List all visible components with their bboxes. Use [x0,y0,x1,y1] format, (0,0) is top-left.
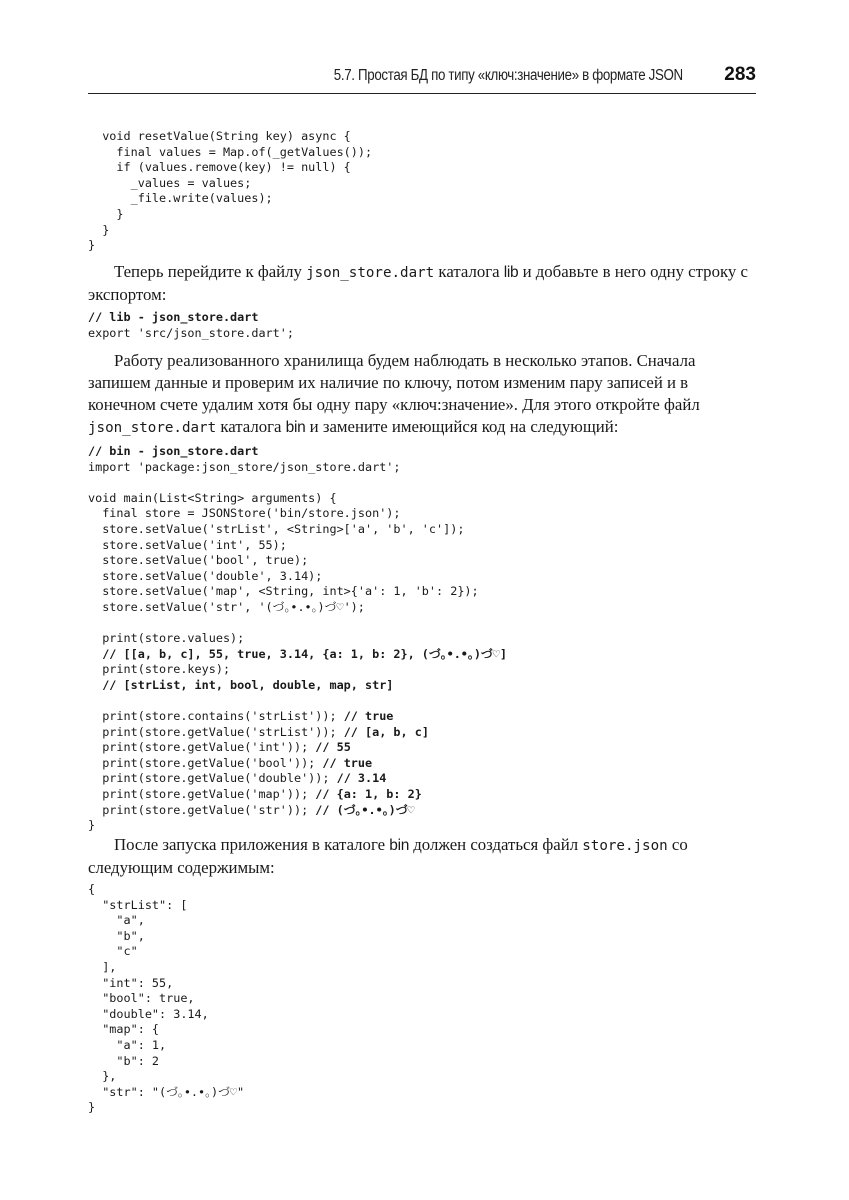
code-output-comment: // 55 [315,740,351,755]
code-line: "int": 55, [88,975,174,990]
code-line: "a": 1, [88,1037,167,1052]
code-line: } [88,222,110,237]
code-line: if (values.remove(key) != null) { [88,160,351,175]
code-line: import 'package:json_store/json_store.dart'; [88,459,401,474]
inline-directory-name: bin [285,419,306,436]
code-line: "str": "(づ｡•.•｡)づ♡" [88,1084,245,1099]
code-line: store.setValue('str', '(づ｡•.•｡)づ♡'); [88,599,365,614]
paragraph-store-json-result: После запуска приложения в каталоге bin должен создаться файл store.json со следующим содержимым: [88,835,688,877]
code-output-comment: // (づ｡•.•｡)づ♡ [315,802,415,817]
code-line: } [88,818,96,833]
code-line: } [88,238,96,253]
code-output-comment: // [[a, b, c], 55, true, 3.14, {a: 1, b: 2}, (づ｡•.•｡)づ♡] [88,646,507,661]
code-line: store.setValue('map', <String, int>{'a': 1, 'b': 2}); [88,584,479,599]
inline-code-filename: json_store.dart [88,420,217,436]
code-line: "b", [88,928,145,943]
running-header-title: 5.7. Простая БД по типу «ключ:значение» в формате JSON [334,67,683,84]
code-line: } [88,1100,96,1115]
paragraph-export-instruction: Теперь перейдите к файлу json_store.dart каталога lib и добавьте в него одну строку с экспортом: [88,262,748,304]
code-block-reset-value [88,129,372,254]
code-line: "bool": true, [88,991,195,1006]
code-line: "c" [88,944,138,959]
code-line: print(store.getValue('map')); [88,787,316,802]
code-block-bin-main [88,444,507,834]
code-line: }, [88,1069,117,1084]
running-header [88,63,756,94]
code-line: store.setValue('strList', <String>['a', 'b', 'c']); [88,521,465,536]
code-output-comment: // true [322,755,373,770]
code-line: "map": { [88,1022,160,1037]
code-line: } [88,206,124,221]
code-line: ], [88,959,117,974]
code-line: print(store.getValue('double')); [88,771,337,786]
code-line: store.setValue('bool', true); [88,553,309,568]
code-line: print(store.getValue('int')); [88,740,316,755]
code-line: _values = values; [88,175,252,190]
page-number: 283 [724,64,756,85]
code-line: store.setValue('int', 55); [88,537,287,552]
code-output-comment: // true [343,709,394,724]
code-file-comment: // lib - json_store.dart [88,310,259,324]
code-line: print(store.keys); [88,662,231,677]
code-line: print(store.getValue('strList')); [88,724,344,739]
code-output-comment: // 3.14 [336,771,387,786]
code-output-comment: // [a, b, c] [343,724,429,739]
code-output-comment: // {a: 1, b: 2} [315,787,422,802]
code-block-lib-export [88,310,294,341]
inline-code-filename: json_store.dart [306,265,435,281]
code-line: print(store.getValue('bool')); [88,755,323,770]
code-line: _file.write(values); [88,191,273,206]
code-line: export 'src/json_store.dart'; [88,325,294,340]
code-line: void resetValue(String key) async { [88,129,351,143]
code-line: void main(List<String> arguments) { [88,490,337,505]
code-line: "a", [88,913,145,928]
inline-directory-name: bin [389,837,410,854]
code-line: "double": 3.14, [88,1006,209,1021]
code-line: "strList": [ [88,897,188,912]
code-line: print(store.values); [88,631,245,646]
code-line: print(store.getValue('str')); [88,802,316,817]
code-block-store-json [88,882,244,1116]
paragraph-stages-description: Работу реализованного хранилища будем наблюдать в несколько этапов. Сначала запишем данные и проверим их наличие по ключу, потом изменим пару записей и в конечном счете удалим хотя бы одну пару «ключ:значение». Для этого откройте файл json_store.dart каталога bin и замените имеющийся код на следующий: [88,351,700,436]
code-line: print(store.contains('strList')); [88,709,344,724]
inline-code-filename: store.json [582,838,668,854]
code-line: "b": 2 [88,1053,160,1068]
code-file-comment: // bin - json_store.dart [88,444,259,458]
code-line: final values = Map.of(_getValues()); [88,144,373,159]
code-line: { [88,882,96,896]
code-line: store.setValue('double', 3.14); [88,568,323,583]
code-line: final store = JSONStore('bin/store.json'); [88,506,401,521]
code-output-comment: // [strList, int, bool, double, map, str] [88,677,394,692]
inline-directory-name: lib [503,264,519,281]
